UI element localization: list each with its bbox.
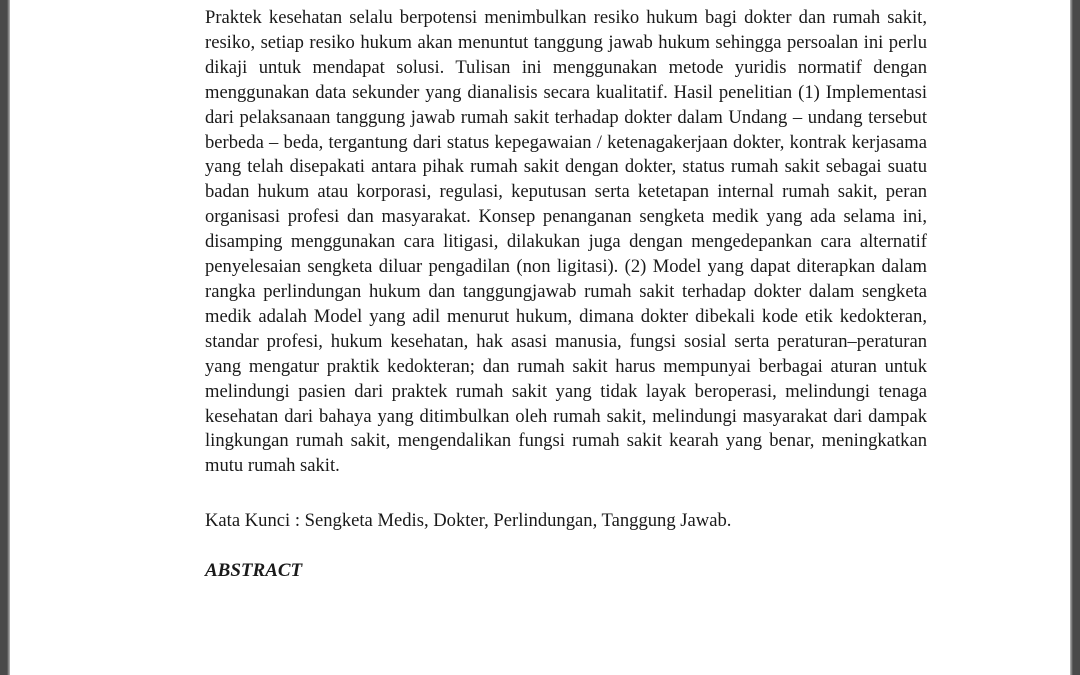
page-edge-left [0,0,10,675]
abstract-body-indonesian: Praktek kesehatan selalu berpotensi menimbulkan resiko hukum bagi dokter dan rumah sakit, resiko, setiap resiko hukum akan menuntut tanggung jawab hukum sehingga persoalan ini perlu dikaji untuk mendapat solusi. Tulisan ini menggunakan metode yuridis normatif dengan menggunakan data sekunder yang dianalisis secara kualitatif. Hasil penelitian (1) Implementasi dari pelaksanaan tanggung jawab rumah sakit terhadap dokter dalam Undang – undang tersebut berbeda – beda, tergantung dari status kepegawaian / ketenagakerjaan dokter, kontrak kerjasama yang telah disepakati antara pihak rumah sakit dengan dokter, status rumah sakit sebagai suatu badan hukum atau korporasi, regulasi, keputusan serta ketetapan internal rumah sakit, peran organisasi profesi dan masyarakat. Konsep penanganan sengketa medik yang ada selama ini, disamping menggunakan cara litigasi, dilakukan juga dengan mengedepankan cara alternatif penyelesaian sengketa diluar pengadilan (non ligitasi). (2) Model yang dapat diterapkan dalam rangka perlindungan hukum dan tanggungjawab rumah sakit terhadap dokter dalam sengketa medik adalah Model yang adil menurut hukum, dimana dokter dibekali kode etik kedokteran, standar profesi, hukum kesehatan, hak asasi manusia, fungsi sosial serta peraturan–peraturan yang mengatur praktik kedokteran; dan rumah sakit harus mempunyai berbagai aturan untuk melindungi pasien dari praktek rumah sakit yang tidak layak beroperasi, melindungi tenaga kesehatan dari bahaya yang ditimbulkan oleh rumah sakit, melindungi masyarakat dari dampak lingkungan rumah sakit, mengendalikan fungsi rumah sakit kearah yang benar, meningkatkan mutu rumah sakit. [205,7,927,477]
next-paragraph-cutoff [205,593,927,607]
abstract-heading: ABSTRACT [205,560,303,582]
keywords-line: Kata Kunci : Sengketa Medis, Dokter, Perlindungan, Tanggung Jawab. [205,510,732,532]
page-edge-right [1070,0,1080,675]
page-content [205,6,927,607]
